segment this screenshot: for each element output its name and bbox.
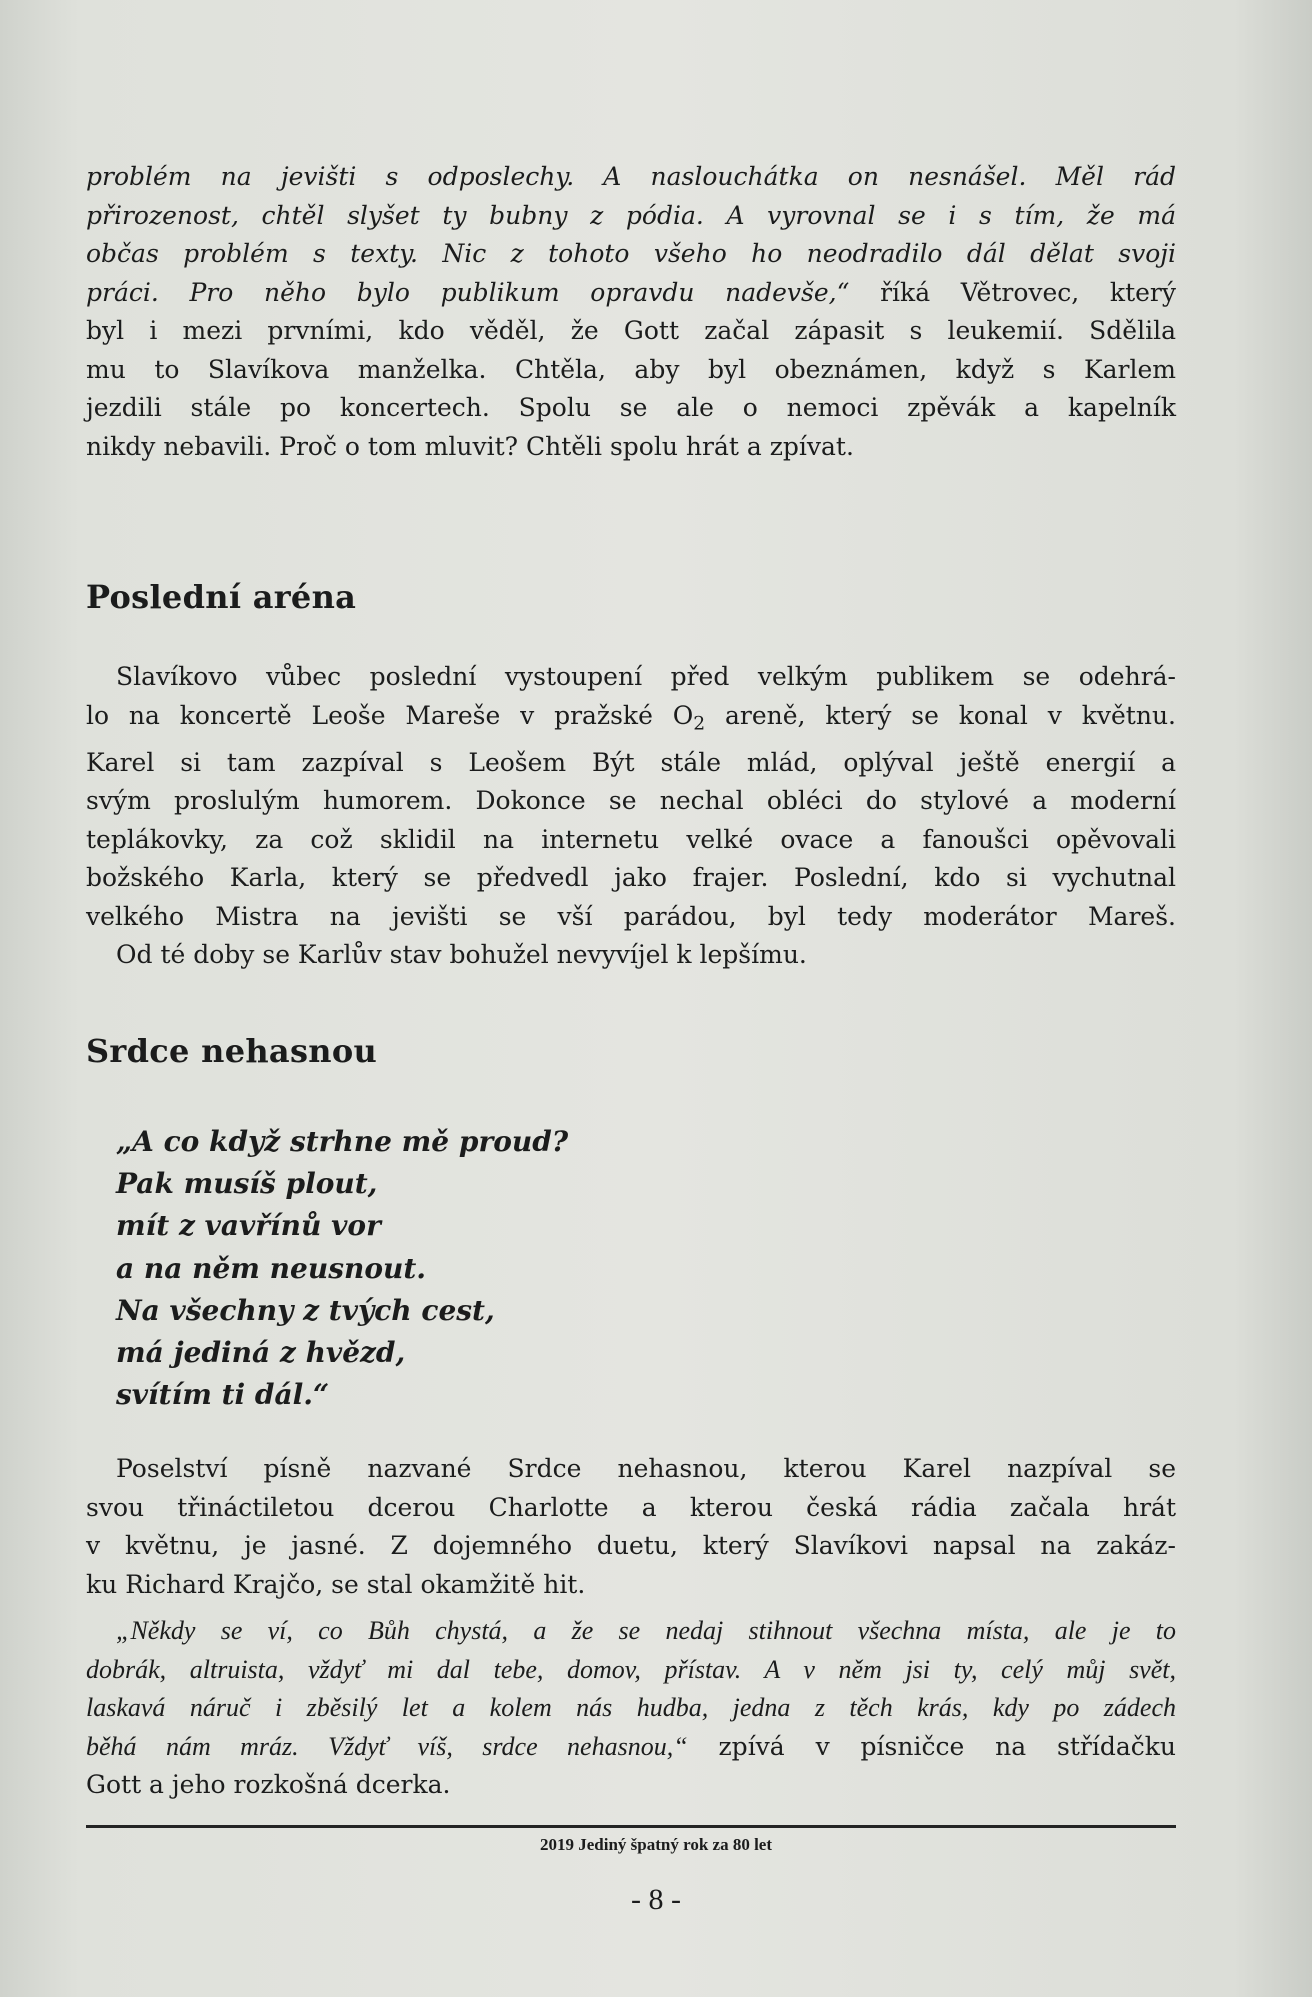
body-text: jezdili stále po koncertech. Spolu se ale o nemoci zpěvák a kapelník [86, 393, 1176, 422]
body-text: teplákovky, za což sklidil na internetu velké ovace a fanoušci opěvovali [86, 824, 1176, 854]
text-line [86, 821, 1176, 860]
italic-quote-text: přirozenost, chtěl slyšet ty bubny z pódia. A vyrovnal se i s tím, že má [86, 200, 1176, 230]
section-srdce-nehasnou [86, 1032, 1176, 1070]
text-line [86, 158, 1176, 197]
text-line [86, 697, 1176, 744]
text-line [86, 428, 1176, 467]
text-line [86, 1527, 1176, 1566]
italic-quote-text: občas problém s texty. Nic z tohoto všeho ho neodradilo dál dělat svoji [86, 239, 1176, 268]
text-line [86, 274, 1176, 313]
section-heading: Poslední aréna [86, 578, 357, 616]
italic-quote-text: běhá nám mráz. Vždyť víš, srdce nehasnou,“ [86, 1731, 688, 1761]
body-text: areně, který se konal v květnu. [705, 700, 1176, 730]
text-line [86, 658, 1176, 697]
song-quote-paragraph [86, 1612, 1176, 1805]
text-line [86, 1489, 1176, 1528]
italic-quote-text: laskavá náruč i zběsilý let a kolem nás hudba, jedna z těch krás, kdy po zádech [86, 1693, 1176, 1722]
lyric-line: Na všechny z tvých cest, [116, 1293, 495, 1327]
text-line [86, 389, 1176, 428]
text-line [86, 235, 1176, 274]
intro-paragraph [86, 158, 1176, 466]
text-line [86, 744, 1176, 783]
body-text: nikdy nebavili. Proč o tom mluvit? Chtěli spolu hrát a zpívat. [86, 431, 854, 461]
body-text: v květnu, je jasné. Z dojemného duetu, který Slavíkovi napsal na zakáz- [86, 1531, 1176, 1560]
italic-quote-text: „Někdy se ví, co Bůh chystá, a že se nedaj stihnout všechna místa, ale je to [116, 1616, 1176, 1645]
text-line [86, 1728, 1176, 1767]
page-number: - 8 - [631, 1883, 681, 1916]
lyric-line: a na něm neusnout. [116, 1251, 427, 1285]
body-text: svou třináctiletou dcerou Charlotte a kterou česká rádia začala hrát [86, 1492, 1176, 1522]
body-text: byl i mezi prvními, kdo věděl, že Gott začal zápasit s leukemií. Sdělila [86, 316, 1176, 345]
section-heading: Srdce nehasnou [86, 1032, 378, 1070]
text-line [86, 1566, 1176, 1605]
body-text: Slavíkovo vůbec poslední vystoupení před velkým publikem se odehrá- [116, 662, 1176, 691]
text-line [86, 898, 1176, 937]
body-text: lo na koncertě Leoše Mareše v pražské O [86, 700, 694, 730]
lyric-line: má jediná z hvězd, [116, 1336, 406, 1370]
body-text: Od té doby se Karlův stav bohužel nevyvíjel k lepšímu. [116, 940, 807, 970]
italic-quote-text: problém na jevišti s odposlechy. A naslouchátka on nesnášel. Měl rád [86, 162, 1176, 191]
section2-paragraph [86, 1450, 1176, 1604]
body-text: říká Větrovec, který [849, 277, 1176, 307]
lyric-line: svítím ti dál.“ [116, 1378, 330, 1412]
text-line [86, 1689, 1176, 1728]
section-posledni-arena [86, 578, 1176, 616]
text-line [86, 859, 1176, 898]
text-line [86, 782, 1176, 821]
text-line [86, 1450, 1176, 1489]
body-text: svým proslulým humorem. Dokonce se nechal obléci do stylové a moderní [86, 786, 1176, 816]
body-text: Karel si tam zazpíval s Leošem Být stále mlád, oplýval ještě energií a [86, 747, 1176, 777]
text-line [86, 351, 1176, 390]
text-line [86, 197, 1176, 236]
body-text: zpívá v písničce na střídačku [687, 1731, 1176, 1761]
body-text: božského Karla, který se předvedl jako frajer. Poslední, kdo si vychutnal [86, 863, 1176, 893]
text-line [86, 312, 1176, 351]
section1-paragraph [86, 658, 1176, 975]
body-text: velkého Mistra na jevišti se vší parádou, byl tedy moderátor Mareš. [86, 901, 1176, 931]
body-text: Gott a jeho rozkošná dcerka. [86, 1770, 451, 1799]
text-line [86, 1651, 1176, 1690]
body-text: Poselství písně nazvané Srdce nehasnou, kterou Karel nazpíval se [116, 1454, 1176, 1483]
body-text: ku Richard Krajčo, se stal okamžitě hit. [86, 1569, 586, 1599]
subscript-2: 2 [693, 713, 706, 735]
lyric-line: mít z vavřínů vor [116, 1209, 381, 1243]
italic-quote-text: dobrák, altruista, vždyť mi dal tebe, domov, přístav. A v něm jsi ty, celý můj svět, [86, 1654, 1176, 1684]
text-line [86, 1612, 1176, 1651]
running-footer: 2019 Jediný špatný rok za 80 let [539, 1835, 773, 1854]
italic-quote-text: práci. Pro něho bylo publikum opravdu nadevše,“ [86, 277, 850, 307]
footer-rule [86, 1825, 1176, 1828]
lyric-line: „A co když strhne mě proud? [116, 1125, 569, 1158]
text-line [86, 1766, 1176, 1805]
body-text: mu to Slavíkova manželka. Chtěla, aby byl obeznámen, když s Karlem [86, 354, 1176, 384]
song-lyrics [116, 1121, 568, 1416]
text-line [86, 936, 1176, 975]
lyric-line: Pak musíš plout, [116, 1167, 378, 1201]
